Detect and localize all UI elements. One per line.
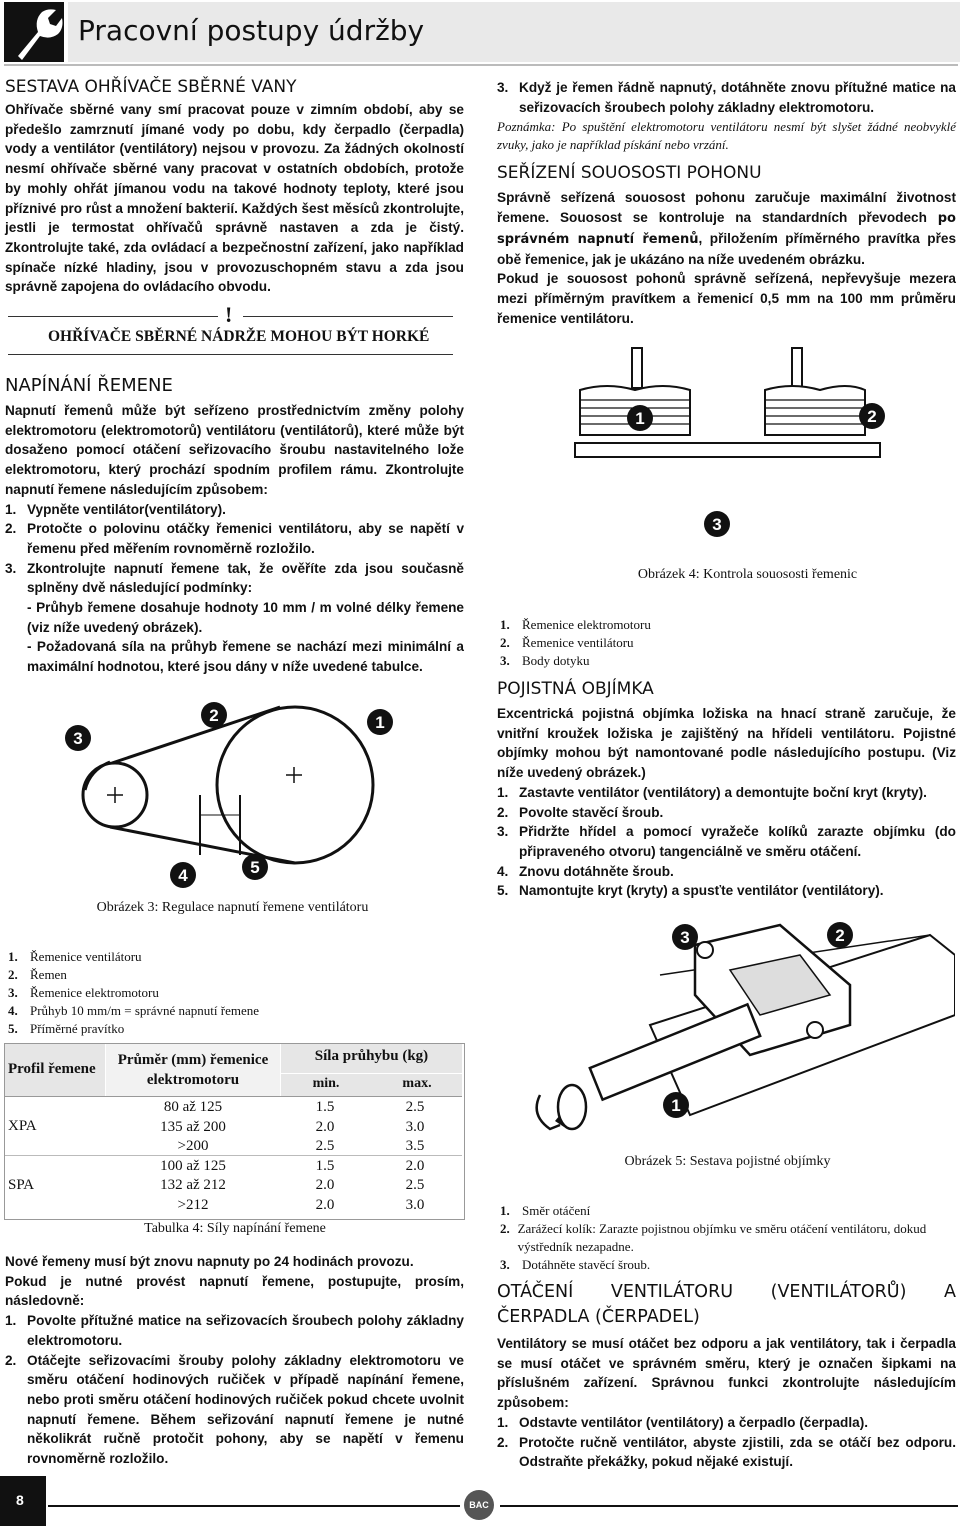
callout-1 <box>663 1092 689 1118</box>
footer-rule <box>48 1505 460 1507</box>
divider <box>8 316 218 317</box>
legend-item: 1. Směr otáčení <box>500 1203 591 1218</box>
page-number-badge <box>0 1476 46 1526</box>
list-item: 2. Otáčejte seřizovacími šrouby polohy základny elektromotoru ve směru otáčení hodinových ručiček v případě napínání řemene, nebo proti směru otáčení hodinových ručiček pokud chcete uvolnit napnutí řemene. Během seřizování napnutí řemene je nutné několikrát ručně protočit pohony, aby se napětí v řemenu rovnoměrně rozložilo. <box>5 1352 464 1467</box>
svg-text:3: 3 <box>680 928 690 947</box>
figure-caption: Obrázek 3: Regulace napnutí řemene ventilátoru <box>96 900 369 915</box>
footer-rule <box>500 1505 958 1507</box>
table-caption: Tabulka 4: Síly napínání řemene <box>144 1221 326 1236</box>
table-row: 135 až 200 2.0 3.0 <box>160 1118 425 1135</box>
callout-3 <box>704 511 730 537</box>
page-title: Pracovní postupy údržby <box>78 14 425 47</box>
section-belt-tension <box>5 374 464 677</box>
legend-item: 3. Dotáhněte stavěcí šroub. <box>500 1257 651 1272</box>
legend-item: 1. Řemenice elektromotoru <box>500 617 651 632</box>
svg-text:1: 1 <box>375 713 385 732</box>
section-title: SEŘÍZENÍ SOUOSOSTI POHONU <box>497 163 762 184</box>
list-item: 1. Zastavte ventilátor (ventilátory) a demontujte boční kryt (kryty). <box>497 784 927 800</box>
section-drain-heater <box>5 76 464 297</box>
list-item: 4. Znovu dotáhněte šroub. <box>497 863 674 879</box>
table-header-profile: Profil řemene <box>8 1061 96 1077</box>
list-item: 2. Protočte ručně ventilátor, abyste zjistili, zda se otáčí bez odporu. Odstraňte překážky, pokud nějaké existují. <box>497 1434 956 1470</box>
table-header-min: min. <box>312 1076 340 1091</box>
divider <box>243 316 453 317</box>
figure-legend <box>500 1202 940 1274</box>
brand-logo <box>4 2 64 62</box>
section-retension <box>5 1252 464 1469</box>
table-row: 80 až 125 1.5 2.5 <box>163 1099 425 1115</box>
svg-text:2: 2 <box>835 926 845 945</box>
callout-2 <box>859 403 885 429</box>
warning-text: OHŘÍVAČE SBĚRNÉ NÁDRŽE MOHOU BÝT HORKÉ <box>48 328 430 345</box>
legend-item: 3. Body dotyku <box>500 653 590 668</box>
divider <box>8 354 453 355</box>
page-number: 8 <box>16 1492 24 1508</box>
section-rotation <box>497 1280 956 1472</box>
figure-caption: Obrázek 4: Kontrola souososti řemenic <box>637 567 858 582</box>
callout-1 <box>367 709 393 735</box>
belt-tension-figure <box>50 690 410 900</box>
callout-2 <box>201 702 227 728</box>
table-cell-profile: SPA <box>8 1177 35 1193</box>
callout-5 <box>242 854 268 880</box>
alignment-figure <box>570 340 890 555</box>
section-text: Ohřívače sběrné vany smí pracovat pouze v zimním období, aby se předešlo zamrznutí jímané vody po dobu, kdy čerpadlo (čerpadla) vody a ventilátor (ventilátory) nejsou v provozu. Za žádných okolností nesmí ohřívače sběrné vany pracovat v ostatních obdobích, protože by mohly ohřát jímanou vodu na takové hodnoty teploty, které jsou příznivé pro růst a množení bakterií. Každých šest měsíců zkontrolujte, jestli je termostat ohřívačů správně nastaven a zda je čistý. Zkontrolujte také, zda ovládací a bezpečnostní zařízení, jako například spínače nízké hladiny, jsou v provozuschopném stavu a zda jsou správně zapojena do ovládacího obvodu. <box>5 102 464 295</box>
note: Poznámka: Po spuštění elektromotoru ventilátoru nesmí být slyšet žádné neobvyklé zvuky, jako je například pískání nebo vrzání. <box>497 119 956 153</box>
list-subitem: - Požadovaná síla na průhyb řemene se nachází mezi minimální a maximální hodnotou, které jsou dány v níže uvedené tabulce. <box>27 639 464 675</box>
svg-text:5: 5 <box>250 858 260 877</box>
list-item: 1. Odstavte ventilátor (ventilátory) a čerpadlo (čerpadla). <box>497 1414 869 1430</box>
figure-legend <box>500 616 940 670</box>
section-title: NAPÍNÁNÍ ŘEMENE <box>5 375 173 396</box>
list-subitem: - Průhyb řemene dosahuje hodnoty 10 mm / m volné délky řemene (viz níže uvedený obrázek). <box>27 600 464 635</box>
table-row: 100 až 125 1.5 2.0 <box>160 1157 425 1174</box>
divider <box>5 1096 462 1097</box>
list-item: 3. Zkontrolujte napnutí řemene tak, že ověříte zda jsou současně splněny dvě následující podmínky: <box>5 560 464 596</box>
figure-legend <box>8 948 448 1038</box>
callout-3 <box>672 924 698 950</box>
wrench-icon <box>4 2 64 62</box>
list-item: 5. Namontujte kryt (kryty) a spusťte ventilátor (ventilátory). <box>497 883 884 899</box>
table-cell-profile: XPA <box>8 1118 37 1134</box>
table-row: >212 2.0 3.0 <box>177 1196 425 1213</box>
table-body <box>106 1098 462 1215</box>
legend-item: 2. Řemen <box>8 967 67 982</box>
legend-item: 3. Řemenice elektromotoru <box>8 985 159 1000</box>
section-text: Napnutí řemenů může být seřízeno prostřednictvím změny polohy elektromotoru (elektromotorů) ventilátoru (ventilátorů), které může být dosaženo pomocí otáčení seřizovacího šroubu nastavitelného lože elektromotoru, který prochází spodním profilem rámu. Zkontrolujte napnutí řemene následujícím způsobem: <box>5 403 464 497</box>
section-text: Nové řemeny musí být znovu napnuty po 24 hodinách provozu. <box>5 1254 414 1269</box>
locking-collar-figure <box>530 915 955 1140</box>
legend-item: 1. Řemenice ventilátoru <box>8 949 142 964</box>
list-item: 1. Vypněte ventilátor(ventilátory). <box>5 501 226 517</box>
section-text: Pokud je nutné provést napnutí řemene, postupujte, prosím, následovně: <box>5 1273 464 1309</box>
table-header-diameter: Průměr (mm) řemenice elektromotoru <box>117 1052 269 1088</box>
section-title: SESTAVA OHŘÍVAČE SBĚRNÉ VANY <box>5 77 297 97</box>
svg-text:3: 3 <box>73 729 83 748</box>
list-item: 3. Přidržte hřídel a pomocí vyražeče kolíků zarazte objímku (do připraveného otvoru) tangenciálně ve směru otáčení. <box>497 824 956 859</box>
table-row: 132 až 212 2.0 2.5 <box>160 1177 425 1193</box>
table-header-force: Síla průhybu (kg) <box>314 1048 429 1064</box>
table-header-max: max. <box>402 1076 432 1091</box>
section-title: OTÁČENÍ VENTILÁTORU (VENTILÁTORŮ) A ČERPADLA (ČERPADEL) <box>497 1282 956 1327</box>
svg-text:1: 1 <box>671 1096 681 1115</box>
callout-3 <box>65 725 91 751</box>
bac-logo: BAC <box>464 1490 494 1520</box>
svg-text:3: 3 <box>712 515 722 534</box>
svg-text:4: 4 <box>178 866 188 885</box>
svg-text:1: 1 <box>635 409 645 428</box>
callout-2 <box>827 922 853 948</box>
callout-1 <box>627 405 653 431</box>
warning-box <box>8 300 453 358</box>
list-item: 1. Povolte přítužné matice na seřizovacích šroubech polohy základny elektromotoru. <box>5 1313 464 1348</box>
section-text: Excentrická pojistná objímka ložiska na hnací straně zaručuje, že vnitřní kroužek ložiska je zajištěný na hřídeli ventilátoru. Pojistné objímky mohou být namontované podle následujícího postupu. (Viz níže uvedený obrázek.) <box>497 706 956 781</box>
figure-caption: Obrázek 5: Sestava pojistné objímky <box>624 1154 831 1169</box>
section-text: Správně seřízená souosost pohonu zaručuje maximální životnost řemene. Souosost se kontroluje na standardních převodech po správném napnutí řemenů, přiložením příměrného pravítka přes obě řemenice, jak je ukázáno na níže uvedeném obrázku. <box>497 190 957 267</box>
legend-item: 2. Řemenice ventilátoru <box>500 635 634 650</box>
legend-item: 5. Příměrné pravítko <box>8 1021 125 1036</box>
list-item: 3. Když je řemen řádně napnutý, dotáhněte znovu přítužné matice na seřizovacích šroubech polohy základny elektromotoru. <box>497 80 956 115</box>
section-text: Ventilátory se musí otáčet bez odporu a jak ventilátory, tak i čerpadla se musí otáčet ve správném směru, který je označen šipkami na příslušném zařízení. Správnou funkci zkontrolujte následujícím způsobem: <box>497 1336 956 1411</box>
right-intro <box>497 78 956 328</box>
section-title: POJISTNÁ OBJÍMKA <box>497 679 654 699</box>
table-row: >200 2.5 3.5 <box>177 1138 425 1154</box>
header-divider <box>4 64 958 66</box>
section-locking-collar <box>497 678 956 901</box>
list-item: 2. Povolte stavěcí šroub. <box>497 804 664 820</box>
legend-item: 2. Zarážecí kolík: Zarazte pojistnou objímku ve směru otáčení ventilátoru, dokud výstředník nezapadne. <box>500 1221 927 1254</box>
svg-text:2: 2 <box>867 407 877 426</box>
note-label: Poznámka: <box>497 119 556 135</box>
list-item: 2. Protočte o polovinu otáčky řemenici ventilátoru, aby se napětí v řemenu před měřením rovnoměrně rozložilo. <box>5 521 464 556</box>
legend-item: 4. Průhyb 10 mm/m = správné napnutí řemene <box>8 1003 260 1018</box>
callout-4 <box>170 862 196 888</box>
warning-icon: ! <box>225 302 233 327</box>
section-text: Pokud je souosost pohonů správně seřízená, nepřevyšuje mezera mezi příměrným pravítkem a řemenicí 0,5 mm na 100 mm průměru řemenice ventilátoru. <box>497 271 956 326</box>
svg-text:2: 2 <box>209 706 219 725</box>
